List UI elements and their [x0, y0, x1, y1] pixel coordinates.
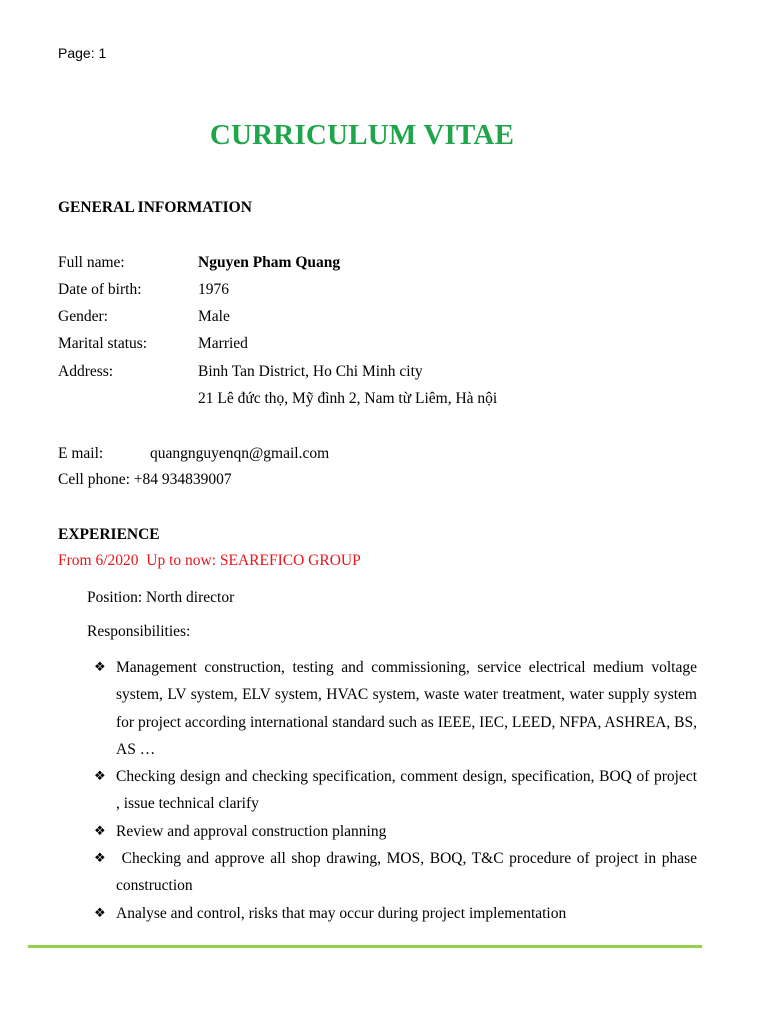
- list-item: [94, 900, 697, 927]
- email-value[interactable]: quangnguyenqn@gmail.com: [150, 445, 330, 462]
- diamond-bullet-icon: ❖: [94, 660, 106, 675]
- list-item-text: Checking and approve all shop drawing, MOS, BOQ, T&C procedure of project in phase construction: [116, 850, 701, 895]
- list-item: [94, 763, 697, 818]
- experience-heading: EXPERIENCE: [58, 526, 160, 543]
- address-value-line-1: Binh Tan District, Ho Chi Minh city: [198, 363, 423, 380]
- date-of-birth-label: Date of birth:: [58, 281, 142, 298]
- marital-status-value: Married: [198, 335, 248, 352]
- email-line: [58, 445, 330, 463]
- diamond-bullet-icon: ❖: [94, 851, 106, 867]
- page-number: Page: 1: [58, 45, 107, 61]
- list-item-text: Checking design and checking specification, comment design, specification, BOQ of project , issue technical clarify: [116, 768, 697, 813]
- diamond-bullet-icon: ❖: [94, 905, 106, 921]
- full-name-value: Nguyen Pham Quang: [198, 254, 341, 271]
- address-value-line-2: 21 Lê đức thọ, Mỹ đình 2, Nam từ Liêm, Hà nội: [198, 390, 498, 407]
- bottom-divider: [28, 945, 702, 948]
- diamond-bullet-icon: ❖: [94, 823, 106, 839]
- cv-title: CURRICULUM VITAE: [209, 119, 515, 151]
- list-item-text: Analyse and control, risks that may occur during project implementation: [116, 904, 567, 922]
- position-line: Position: North director: [87, 589, 235, 606]
- date-of-birth-value: 1976: [198, 281, 229, 298]
- list-item: [94, 845, 701, 900]
- cell-phone: Cell phone: +84 934839007: [58, 471, 232, 488]
- full-name-label: Full name:: [58, 254, 125, 271]
- job-heading: From 6/2020 Up to now: SEAREFICO GROUP: [58, 552, 361, 569]
- gender-label: Gender:: [58, 308, 108, 325]
- responsibilities-heading: Responsibilities:: [87, 623, 191, 640]
- list-item: [94, 654, 697, 763]
- email-label: E mail:: [58, 445, 104, 462]
- list-item-text: Review and approval construction planning: [116, 822, 387, 840]
- list-item: [94, 818, 697, 845]
- gender-value: Male: [198, 308, 230, 325]
- list-item-text: Management construction, testing and commissioning, service electrical medium voltage system, LV system, ELV system, HVAC system, waste water treatment, water supply system for project according international standard such as IEEE, IEC, LEED, NFPA, ASHREA, BS, AS …: [116, 659, 697, 758]
- general-information-heading: GENERAL INFORMATION: [58, 199, 252, 216]
- diamond-bullet-icon: ❖: [94, 769, 106, 785]
- responsibilities-list: [94, 654, 701, 927]
- address-label: Address:: [58, 363, 114, 380]
- marital-status-label: Marital status:: [58, 335, 148, 352]
